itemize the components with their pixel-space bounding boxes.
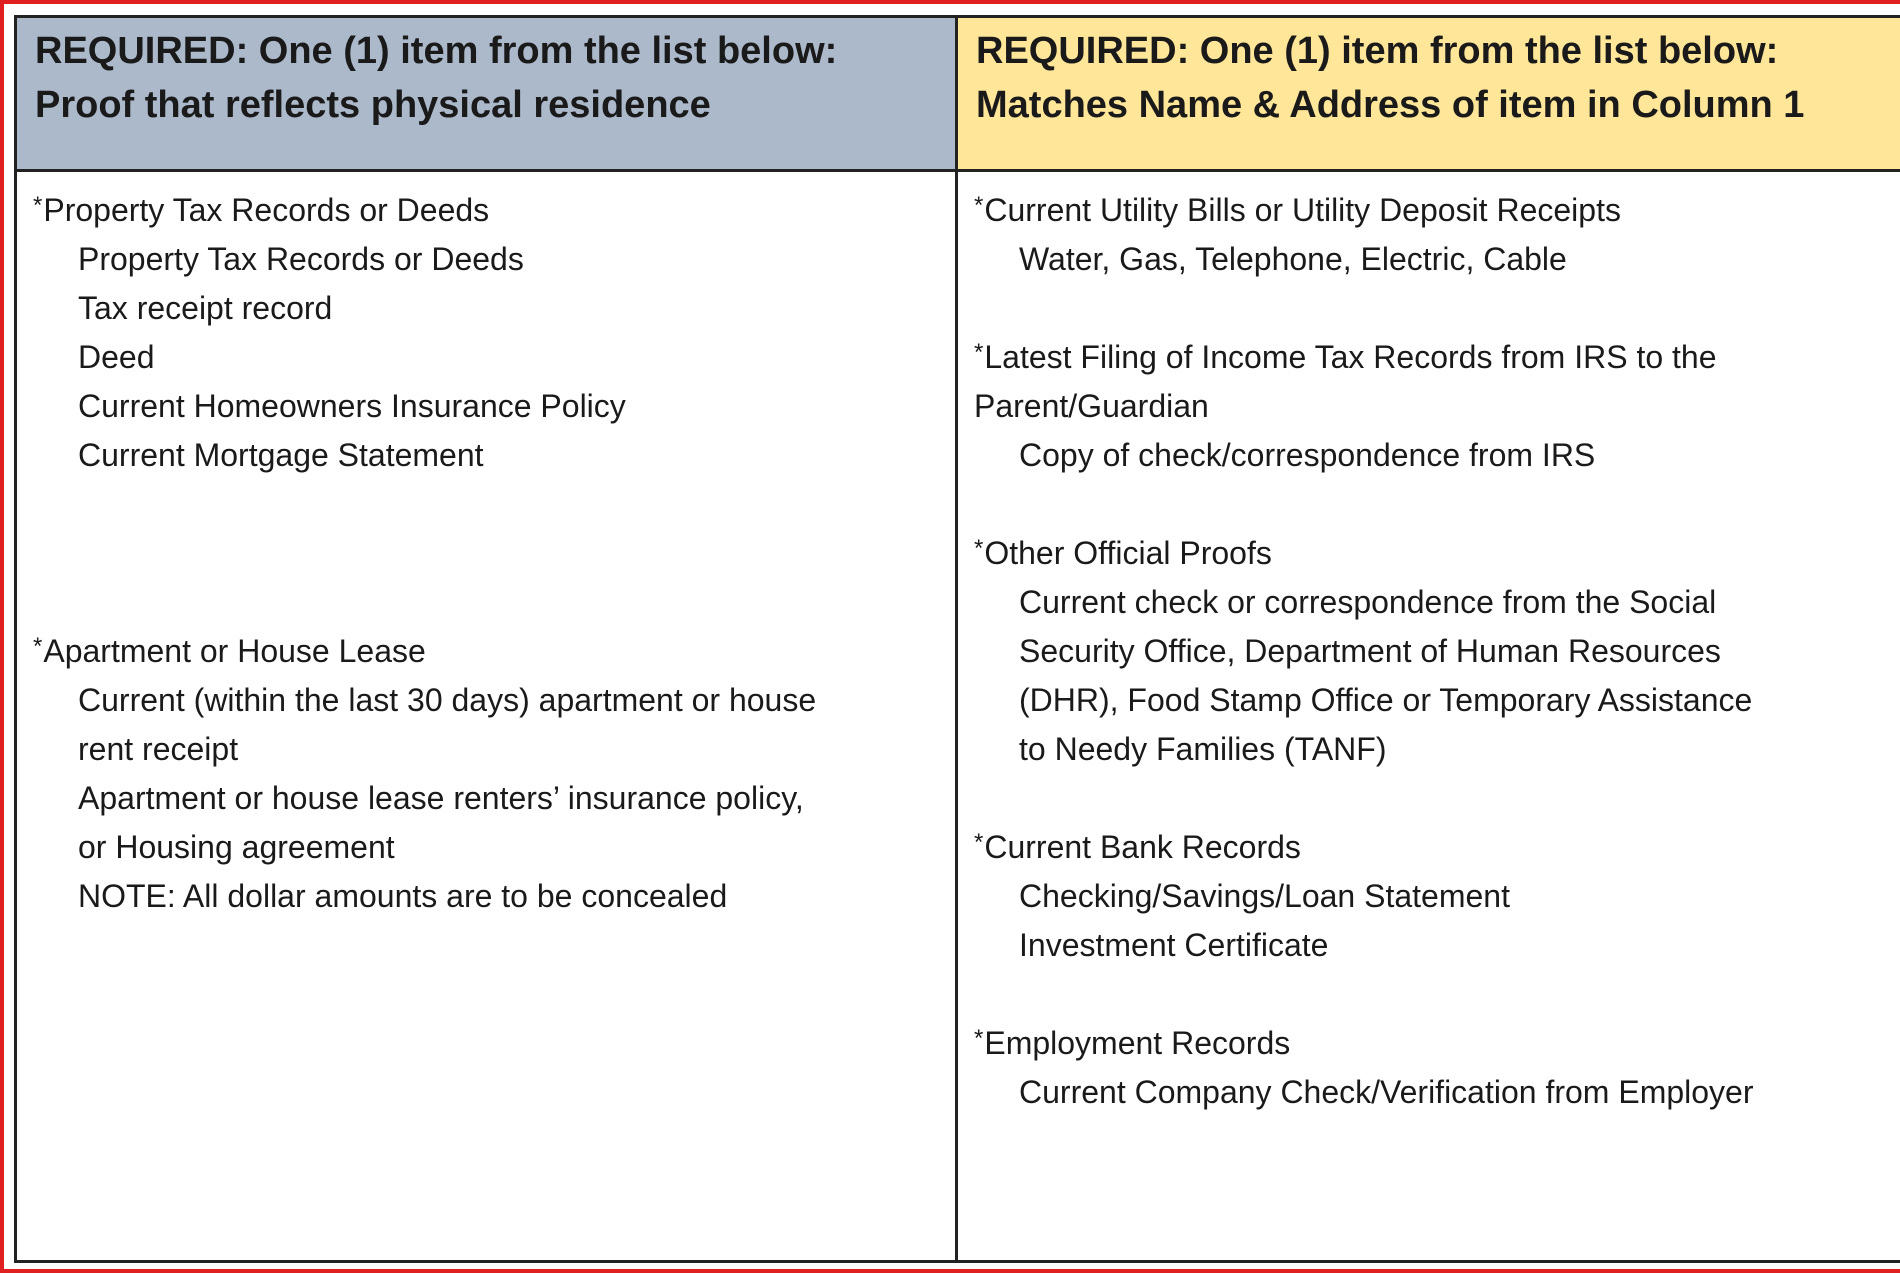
list-heading <box>974 186 1754 235</box>
column-1-header-line-1: REQUIRED: One (1) item from the list below: <box>35 30 838 72</box>
list-item: Copy of check/correspondence from IRS <box>1019 437 1596 473</box>
list-item: Checking/Savings/Loan Statement <box>1019 878 1510 914</box>
list-item: or Housing agreement <box>78 829 395 865</box>
list-item: (DHR), Food Stamp Office or Temporary Assistance <box>1019 682 1753 718</box>
list-heading-text: Other Official Proofs <box>984 535 1272 571</box>
list-heading <box>974 1019 1754 1068</box>
list-heading-text: Current Utility Bills or Utility Deposit Receipts <box>984 192 1621 228</box>
bullet-icon: * <box>33 192 43 219</box>
column-1-list <box>33 186 816 921</box>
column-2-header-text <box>976 24 1804 132</box>
column-1-body <box>14 172 958 1263</box>
list-continuation: Parent/Guardian <box>974 388 1209 424</box>
list-heading <box>33 186 816 235</box>
list-heading-text: Current Bank Records <box>984 829 1301 865</box>
column-2-header-line-2: Matches Name & Address of item in Column 1 <box>976 84 1805 126</box>
spacer <box>974 480 1754 529</box>
list-item: rent receipt <box>78 731 239 767</box>
list-heading <box>974 333 1754 382</box>
list-item: Current Mortgage Statement <box>78 437 484 473</box>
spacer <box>33 480 816 529</box>
list-heading-text: Latest Filing of Income Tax Records from IRS to the <box>984 339 1717 375</box>
list-heading-text: Apartment or House Lease <box>43 633 426 669</box>
spacer <box>33 529 816 578</box>
list-item: Deed <box>78 339 155 375</box>
list-item: to Needy Families (TANF) <box>1019 731 1387 767</box>
spacer <box>974 970 1754 1019</box>
list-item: Property Tax Records or Deeds <box>78 241 524 277</box>
spacer <box>974 284 1754 333</box>
column-2-header-line-1: REQUIRED: One (1) item from the list below: <box>976 30 1779 72</box>
list-item: Security Office, Department of Human Resources <box>1019 633 1721 669</box>
column-2-body <box>958 172 1900 1263</box>
list-item: Current check or correspondence from the Social <box>1019 584 1717 620</box>
bullet-icon: * <box>974 535 984 562</box>
list-item: Current Homeowners Insurance Policy <box>78 388 626 424</box>
bullet-icon: * <box>974 192 984 219</box>
column-1-header-text <box>35 24 837 132</box>
column-1-header-line-2: Proof that reflects physical residence <box>35 84 711 126</box>
bullet-icon: * <box>974 1025 984 1052</box>
list-item: Current Company Check/Verification from Employer <box>1019 1074 1754 1110</box>
list-item: Apartment or house lease renters’ insurance policy, <box>78 780 804 816</box>
list-heading-text: Property Tax Records or Deeds <box>43 192 490 228</box>
list-heading <box>33 627 816 676</box>
list-item: Current (within the last 30 days) apartment or house <box>78 682 817 718</box>
requirements-table <box>14 15 1900 1263</box>
list-item: Tax receipt record <box>78 290 333 326</box>
column-1-header <box>14 15 958 172</box>
list-heading <box>974 529 1754 578</box>
bullet-icon: * <box>33 633 43 660</box>
list-item: Water, Gas, Telephone, Electric, Cable <box>1019 241 1567 277</box>
list-heading-text: Employment Records <box>984 1025 1291 1061</box>
spacer <box>974 774 1754 823</box>
column-2-list <box>974 186 1754 1117</box>
bullet-icon: * <box>974 339 984 366</box>
bullet-icon: * <box>974 829 984 856</box>
column-2-header <box>958 15 1900 172</box>
list-item: Investment Certificate <box>1019 927 1329 963</box>
list-heading <box>974 823 1754 872</box>
spacer <box>33 578 816 627</box>
list-item: NOTE: All dollar amounts are to be concealed <box>78 878 728 914</box>
